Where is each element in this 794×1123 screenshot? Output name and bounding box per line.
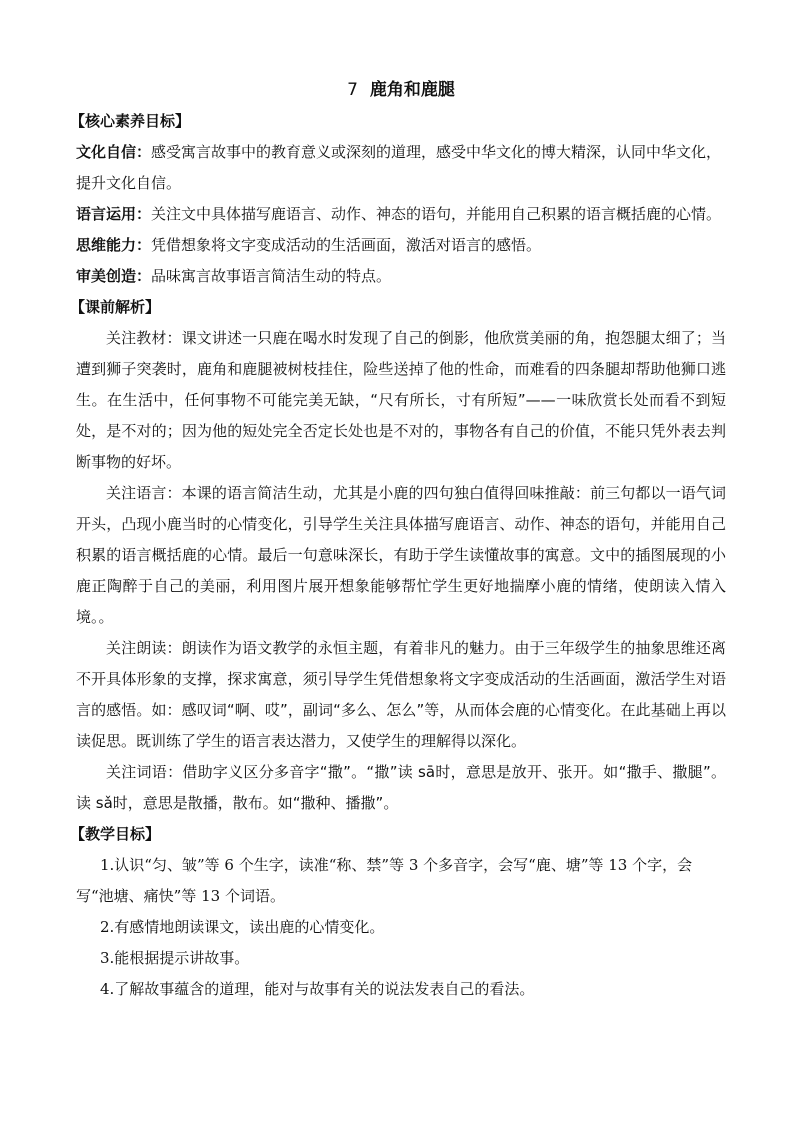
core-goal-item [76, 230, 726, 261]
analysis-paragraph-reading: 关注朗读：朗读作为语文教学的永恒主题，有着非凡的魅力。由于三年级学生的抽象思维还离不开具体形象的支撑，探求寓意，须引导学生凭借想象将文字变成活动的生活画面，激活学生对语言的感悟。如：感叹词“啊、哎”，副词“多么、怎么”等，从而体会鹿的心情变化。在此基础上再以读促思。既训练了学生的语言表达潜力，又使学生的理解得以深化。 [76, 639, 726, 750]
lesson-title [76, 74, 726, 106]
analysis-paragraph-language: 关注语言：本课的语言简洁生动，尤其是小鹿的四句独白值得回味推敲：前三句都以一语气词开头，凸现小鹿当时的心情变化，引导学生关注具体描写鹿语言、动作、神态的语句，并能用自己积累的语言概括鹿的心情。最后一句意味深长，有助于学生读懂故事的寓意。文中的插图展现的小鹿正陶醉于自己的美丽，利用图片展开想象能够帮忙学生更好地揣摩小鹿的情绪，使朗读入情入境。。 [76, 484, 726, 626]
lesson-number: 7 [347, 80, 358, 100]
core-goal-item [76, 261, 726, 292]
core-goal-label: 审美创造： [76, 267, 152, 285]
teaching-goals-heading: 【教学目标】 [70, 825, 161, 843]
teaching-goal-item: 1.认识“匀、皱”等 6 个生字，读准“称、禁”等 3 个多音字，会写“鹿、塘”等 13 个字，会写“池塘、痛快”等 13 个词语。 [76, 856, 693, 905]
core-goals-heading: 【核心素养目标】 [70, 112, 191, 130]
analysis-paragraph-vocabulary: 关注词语：借助字义区分多音字“撒”。“撒”读 sā时，意思是放开、张开。如“撒手、撒腿”。读 sǎ时，意思是散播，散布。如“撒种、播撒”。 [76, 763, 726, 812]
core-goal-label: 思维能力： [76, 236, 152, 254]
core-goal-text: 凭借想象将文字变成活动的生活画面，激活对语言的感悟。 [151, 236, 542, 254]
core-goal-label: 文化自信： [76, 143, 152, 161]
lesson-name: 鹿角和鹿腿 [369, 80, 455, 100]
core-goal-item [76, 137, 726, 199]
core-goal-text: 感受寓言故事中的教育意义或深刻的道理，感受中华文化的博大精深，认同中华文化，提升文化自信。 [76, 143, 722, 192]
pre-analysis-heading: 【课前解析】 [70, 298, 161, 316]
core-goal-item [76, 199, 726, 230]
teaching-goal-item: 3.能根据提示讲故事。 [100, 949, 250, 967]
core-goal-label: 语言运用： [76, 205, 152, 223]
teaching-goal-item: 2.有感情地朗读课文，读出鹿的心情变化。 [100, 918, 385, 936]
core-goal-text: 品味寓言故事语言简洁生动的特点。 [151, 267, 392, 285]
document-page [70, 74, 726, 1005]
analysis-paragraph-textbook: 关注教材：课文讲述一只鹿在喝水时发现了自己的倒影，他欣赏美丽的角，抱怨腿太细了；当遭到狮子突袭时，鹿角和鹿腿被树枝挂住，险些送掉了他的性命，而难看的四条腿却帮助他狮口逃生。在生活中，任何事物不可能完美无缺，“尺有所长，寸有所短”——一味欣赏长处而看不到短处，是不对的；因为他的短处完全否定长处也是不对的，事物各有自己的价值，不能只凭外表去判断事物的好坏。 [76, 329, 726, 471]
core-goal-text: 关注文中具体描写鹿语言、动作、神态的语句，并能用自己积累的语言概括鹿的心情。 [151, 205, 722, 223]
teaching-goal-item: 4.了解故事蕴含的道理，能对与故事有关的说法发表自己的看法。 [100, 980, 535, 998]
